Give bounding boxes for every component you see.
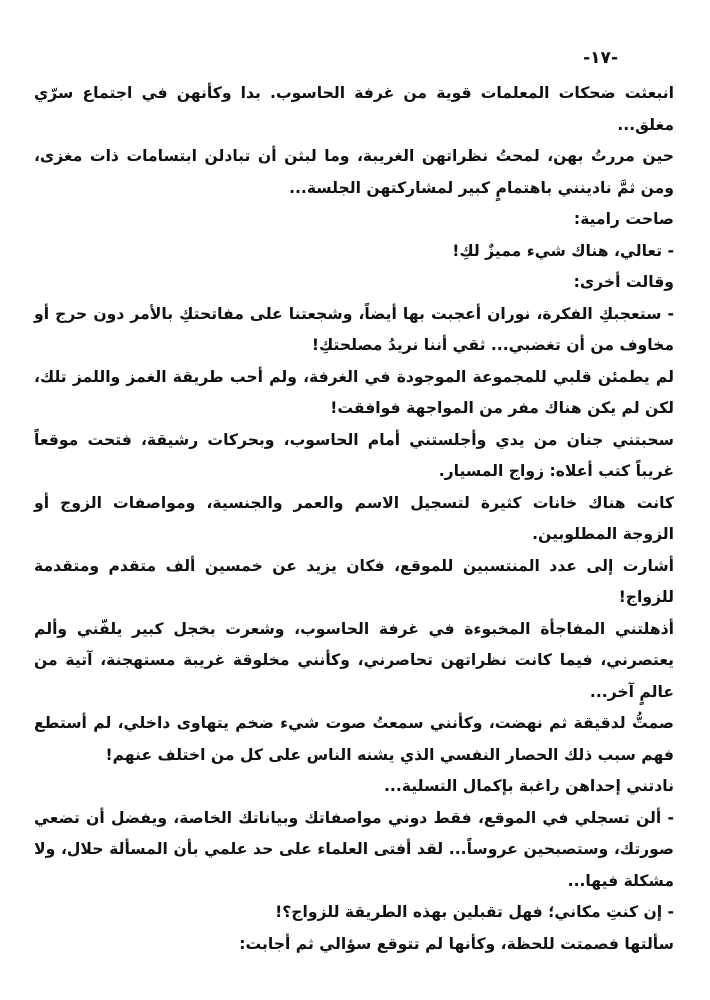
page-number: -١٧- xyxy=(583,48,618,68)
paragraph-4: - تعالي، هناك شيء مميزٌ لكِ! xyxy=(452,241,674,260)
page-body xyxy=(34,78,674,960)
paragraph-15: - إن كنتِ مكاني؛ فهل تقبلين بهذه الطريقة للزواج؟! xyxy=(275,903,674,921)
paragraph-10: أشارت إلى عدد المنتسبين للموقع، فكان يزيد عن خمسين ألف متقدم ومتقدمة للزواج! xyxy=(34,556,674,606)
paragraph-12: صمتُّ لدقيقة ثم نهضت، وكأنني سمعتُ صوت شيء ضخم يتهاوى داخلي، لم أستطع فهم سبب ذلك الحصار النفسي الذي يشنه الناس على كل من اختلف عنهم! xyxy=(34,714,674,764)
paragraph-7: لم يطمئن قلبي للمجموعة الموجودة في الغرفة، ولم أحب طريقة الغمز واللمز تلك، لكن لم يكن هناك مفر من المواجهة فوافقت! xyxy=(34,367,674,417)
paragraph-6: - ستعجبكِ الفكرة، نوران أعجبت بها أيضاً، وشجعتنا على مفاتحتكِ بالأمر دون حرج أو مخاوف من أن تغضبي... ثقي أننا نريدُ مصلحتكِ! xyxy=(34,304,674,354)
paragraph-2: حين مررتُ بهن، لمحتُ نظراتهن الغريبة، وما لبثن أن تبادلن ابتسامات ذات مغزى، ومن ثمَّ نادينني باهتمامٍ كبير لمشاركتهن الجلسة... xyxy=(34,147,674,197)
paragraph-3: صاحت رامية: xyxy=(573,210,674,228)
paragraph-16: سألتها فصمتت للحظة، وكأنها لم تتوقع سؤالي ثم أجابت: xyxy=(239,934,674,953)
paragraph-5: وقالت أخرى: xyxy=(573,273,674,291)
paragraph-1: انبعثت ضحكات المعلمات قوية من غرفة الحاسوب. بدا وكأنهن في اجتماع سرّي مغلق... xyxy=(34,84,674,134)
paragraph-11: أذهلتني المفاجأة المخبوءة في غرفة الحاسوب، وشعرت بخجل كبير يلفّني وألم يعتصرني، فيما كانت نظراتهن تحاصرني، وكأنني مخلوقة غريبة مستهجنة، آتية من عالمٍ آخر... xyxy=(34,619,674,701)
paragraph-9: كانت هناك خانات كثيرة لتسجيل الاسم والعمر والجنسية، ومواصفات الزوج أو الزوجة المطلوبين. xyxy=(34,493,674,543)
paragraph-14: - ألن تسجلي في الموقع، فقط دوني مواصفاتك وبياناتك الخاصة، ويفضل أن تضعي صورتك، وستصبحين عروساً... لقد أفتى العلماء على حد علمي بأن المسألة حلال، ولا مشكلة فيها... xyxy=(34,808,674,890)
paragraph-8: سحبتني جنان من يدي وأجلستني أمام الحاسوب، وبحركات رشيقة، فتحت موقعاً غريباً كتب أعلاه: زواج المسيار. xyxy=(34,430,674,480)
paragraph-13: نادتني إحداهن راغبة بإكمال التسلية... xyxy=(383,777,674,795)
